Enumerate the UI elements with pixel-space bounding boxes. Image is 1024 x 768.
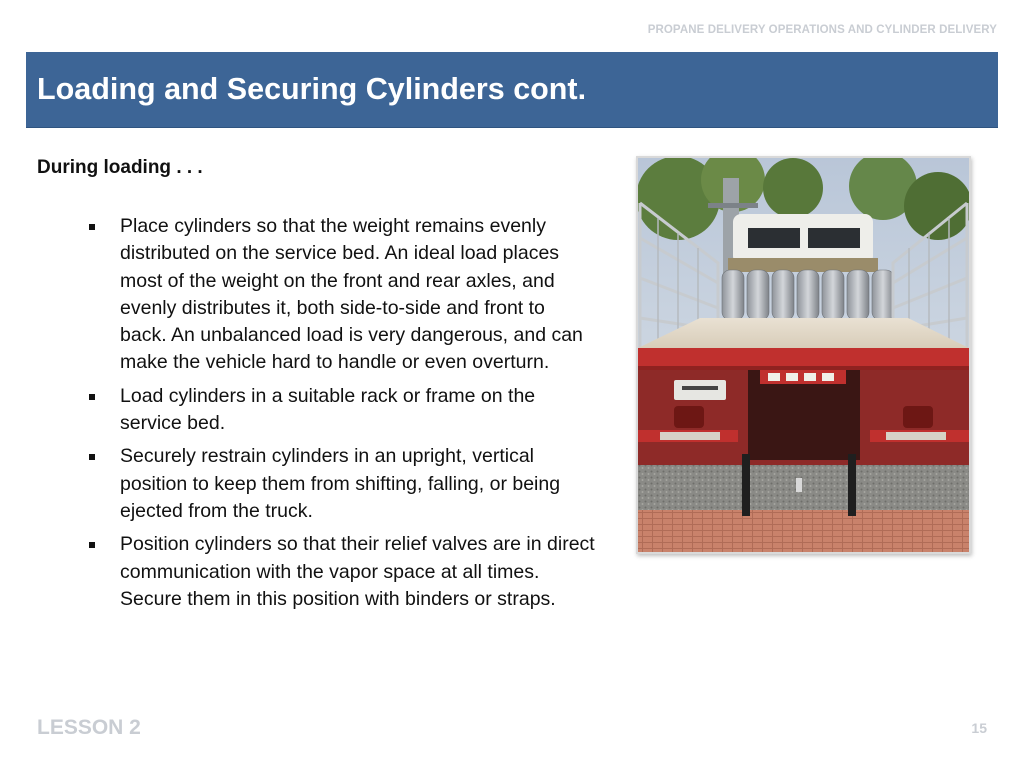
- bullet-icon: [89, 454, 95, 460]
- title-bar: [26, 52, 998, 128]
- slide-title: Loading and Securing Cylinders cont.: [37, 72, 587, 106]
- bullet-text: Place cylinders so that the weight remains evenly distributed on the service bed. An ideal load places most of the weight on the front and rear axles, and evenly distributes it, both side-to-side and front to back. An unbalanced load is very dangerous, and can make the vehicle hard to handle or even overturn.: [120, 215, 583, 374]
- bullet-item: [86, 383, 596, 438]
- truck-illustration: [638, 158, 969, 552]
- bullet-item: [86, 213, 596, 377]
- bullet-item: [86, 443, 596, 525]
- bullet-text: Position cylinders so that their relief valves are in direct communication with the vapor space at all times. Secure them in this position with binders or straps.: [120, 533, 595, 610]
- subheading: During loading . . .: [37, 157, 203, 178]
- bullet-text: Load cylinders in a suitable rack or frame on the service bed.: [120, 384, 536, 435]
- bullet-icon: [89, 542, 95, 548]
- page-number: 15: [971, 720, 987, 736]
- bullet-text: Securely restrain cylinders in an upright, vertical position to keep them from shifting, falling, or being ejected from the truck.: [120, 445, 561, 522]
- bullet-icon: [89, 394, 95, 400]
- bullet-icon: [89, 224, 95, 230]
- truck-photo: [636, 156, 971, 554]
- lesson-label: LESSON 2: [37, 716, 141, 739]
- bullet-item: [86, 531, 596, 613]
- course-title-header: PROPANE DELIVERY OPERATIONS AND CYLINDER DELIVERY: [647, 24, 997, 36]
- bullet-list: [86, 213, 596, 619]
